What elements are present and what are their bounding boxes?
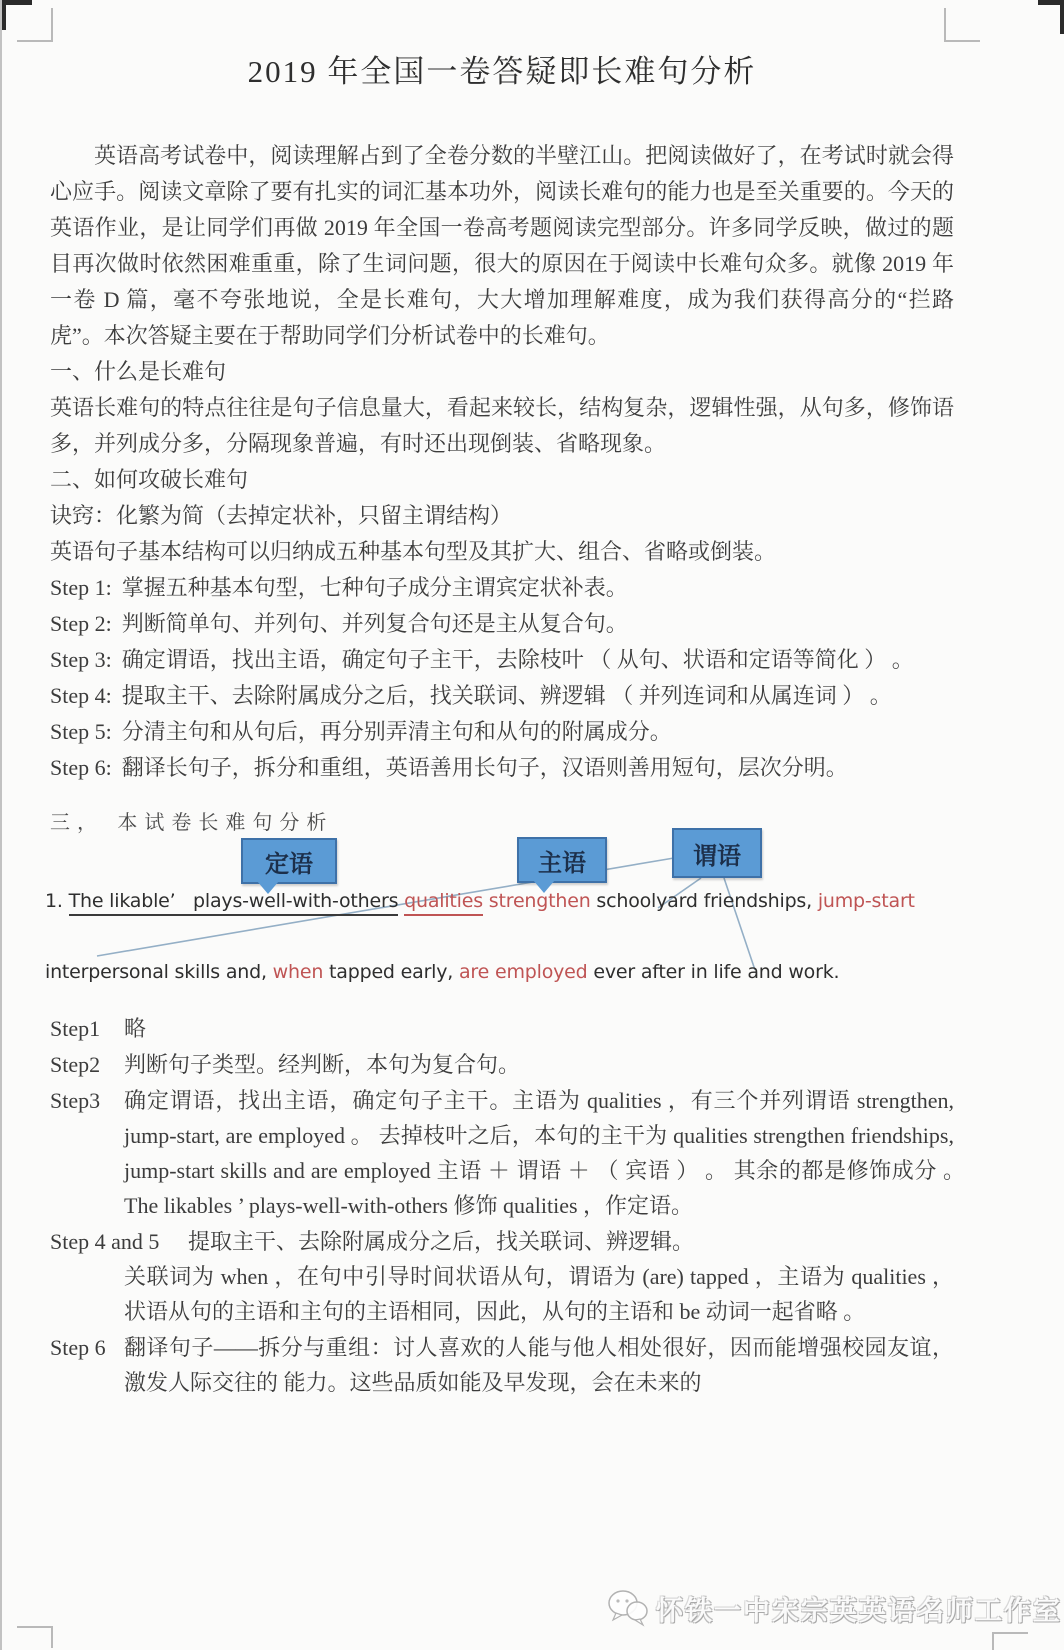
step-item-1 — [50, 570, 954, 606]
step-label: Step2 — [50, 1052, 101, 1077]
wechat-bubbles-icon — [606, 1588, 650, 1628]
document-title: 2019 年全国一卷答疑即长难句分析 — [247, 54, 757, 89]
step-text: 提取主干、去除附属成分之后，找关联词、辨逻辑 （ 并列连词和从属连词 ） 。 — [121, 683, 892, 708]
sentence-segment: 1. — [45, 890, 69, 912]
photo-edge-artifact — [1038, 0, 1064, 5]
step-text: 确定谓语，找出主语，确定句子主干，去除枝叶 （ 从句、状语和定语等简化 ） 。 — [121, 647, 914, 672]
analysis-step1 — [50, 1011, 954, 1046]
sentence-annotation-figure — [2, 834, 1064, 1010]
sentence-segment: jump-start — [817, 890, 915, 912]
step-label: Step1 — [50, 1016, 101, 1041]
callout-label: 主语 — [538, 849, 586, 877]
analysis-step2 — [50, 1047, 954, 1082]
sentence-segment: when — [272, 961, 324, 983]
watermark — [606, 1588, 1062, 1628]
watermark-text: 怀铁一中宋宗英英语名师工作室 — [656, 1595, 1062, 1626]
section1-body: 英语长难句的特点往往是句子信息量大，看起来较长，结构复杂，逻辑性强，从句多，修饰语多，并列成分多，分隔现象普遍，有时还出现倒装、省略现象。 — [50, 395, 954, 456]
callout-label: 谓语 — [693, 842, 741, 870]
sentence-segment: tapped early, — [323, 961, 459, 983]
sentence-segment: schoolyard friendships, — [590, 890, 818, 912]
sentence-segment: strengthen — [488, 890, 591, 912]
callout-attributive — [241, 838, 337, 884]
document-body — [2, 46, 1064, 1400]
step-label: Step 3: — [50, 647, 112, 672]
sentence-segment: The likable’ plays-well-with-others — [69, 890, 399, 916]
step-item-3 — [50, 642, 954, 678]
section2-tip: 诀窍：化繁为简（去掉定状补，只留主谓结构） — [50, 503, 513, 528]
step-item-2 — [50, 606, 954, 642]
analysis-step45 — [50, 1224, 954, 1259]
text-boundary-mark — [944, 8, 980, 42]
step-label: Step 4 and 5 — [50, 1229, 160, 1254]
step-text: 翻译句子——拆分与重组：讨人喜欢的人能与他人相处很好，因而能增强校园友谊，激发人际交往的 能力。这些品质如能及早发现，会在未来的 — [124, 1335, 954, 1395]
analysis-step3 — [50, 1083, 977, 1223]
callout-subject — [517, 837, 607, 883]
step-text: 确定谓语，找出主语，确定句子主干。主语为 qualities ，有三个并列谓语 strengthen, jump-start, are employed 。 去掉枝叶之后，本句的主干为 qualities strengthen friendships, jump-start skills and are employed 主语 ＋ 谓语 ＋ （ 宾语 ） 。 其余的都是修饰成分 。 The likables ’ plays-well-with-others 修饰 qualities ，作定语。 — [124, 1088, 977, 1218]
step-label: Step3 — [50, 1088, 101, 1113]
sentence-segment: are employed — [458, 961, 588, 983]
example-sentence-line2 — [45, 961, 839, 983]
sentence-segment: interpersonal skills and, — [45, 961, 273, 983]
section2-intro: 英语句子基本结构可以归纳成五种基本句型及其扩大、组合、省略或倒装。 — [50, 539, 777, 564]
step-text: 判断句子类型。经判断，本句为复合句。 — [124, 1052, 521, 1077]
text-boundary-mark — [992, 1632, 1028, 1650]
section2-heading: 二、如何攻破长难句 — [50, 467, 249, 492]
step-label: Step 2: — [50, 611, 112, 636]
step-text: 提取主干、去除附属成分之后，找关联词、辨逻辑。 — [188, 1229, 695, 1254]
callout-predicate — [672, 828, 762, 878]
step-text: 掌握五种基本句型，七种句子成分主谓宾定状补表。 — [121, 575, 628, 600]
step-label: Step 6 — [50, 1335, 106, 1360]
step-item-4 — [50, 678, 954, 714]
step-text: 翻译长句子，拆分和重组，英语善用长句子，汉语则善用短句，层次分明。 — [121, 755, 848, 780]
analysis-step45-detail: 关联词为 when ，在句中引导时间状语从句，谓语为 (are) tapped ，主语为 qualities ，状语从句的主语和主句的主语相同，因此，从句的主语和 be 动词一起省略 。 — [124, 1264, 954, 1324]
step-text: 分清主句和从句后，再分别弄清主句和从句的附属成分。 — [121, 719, 672, 744]
photo-edge-artifact — [2, 0, 32, 5]
sentence-segment: qualities — [404, 890, 483, 916]
step-item-5 — [50, 714, 954, 750]
section3-heading: 三， 本试卷长难句分析 — [50, 810, 334, 834]
step-label: Step 1: — [50, 575, 112, 600]
callout-label: 定语 — [265, 850, 313, 878]
analysis-section — [50, 1011, 977, 1400]
intro-paragraph: 英语高考试卷中，阅读理解占到了全卷分数的半壁江山。把阅读做好了，在考试时就会得心应手。阅读文章除了要有扎实的词汇基本功外，阅读长难句的能力也是至关重要的。今天的英语作业，是让同学们再做 2019 年全国一卷高考题阅读完型部分。许多同学反映，做过的题目再次做时依然困难重重，除了生词问题，很大的原因在于阅读中长难句众多。就像 2019 年一卷 D 篇，毫不夸张地说，全是长难句，大大增加理解难度，成为我们获得高分的“拦路虎”。本次答疑主要在于帮助同学们分析试卷中的长难句。 — [50, 143, 954, 348]
step-text: 判断简单句、并列句、并列复合句还是主从复合句。 — [121, 611, 628, 636]
sentence-segment: ever after in life and work. — [587, 961, 840, 983]
text-boundary-mark — [17, 8, 53, 42]
section1-heading: 一、什么是长难句 — [50, 359, 227, 384]
step-item-6 — [50, 750, 954, 786]
example-sentence-line1 — [45, 890, 915, 912]
step-label: Step 6: — [50, 755, 112, 780]
step-text: 略 — [124, 1016, 147, 1041]
text-boundary-mark — [17, 1626, 53, 1648]
analysis-step6 — [50, 1330, 954, 1400]
step-label: Step 4: — [50, 683, 112, 708]
step-label: Step 5: — [50, 719, 112, 744]
